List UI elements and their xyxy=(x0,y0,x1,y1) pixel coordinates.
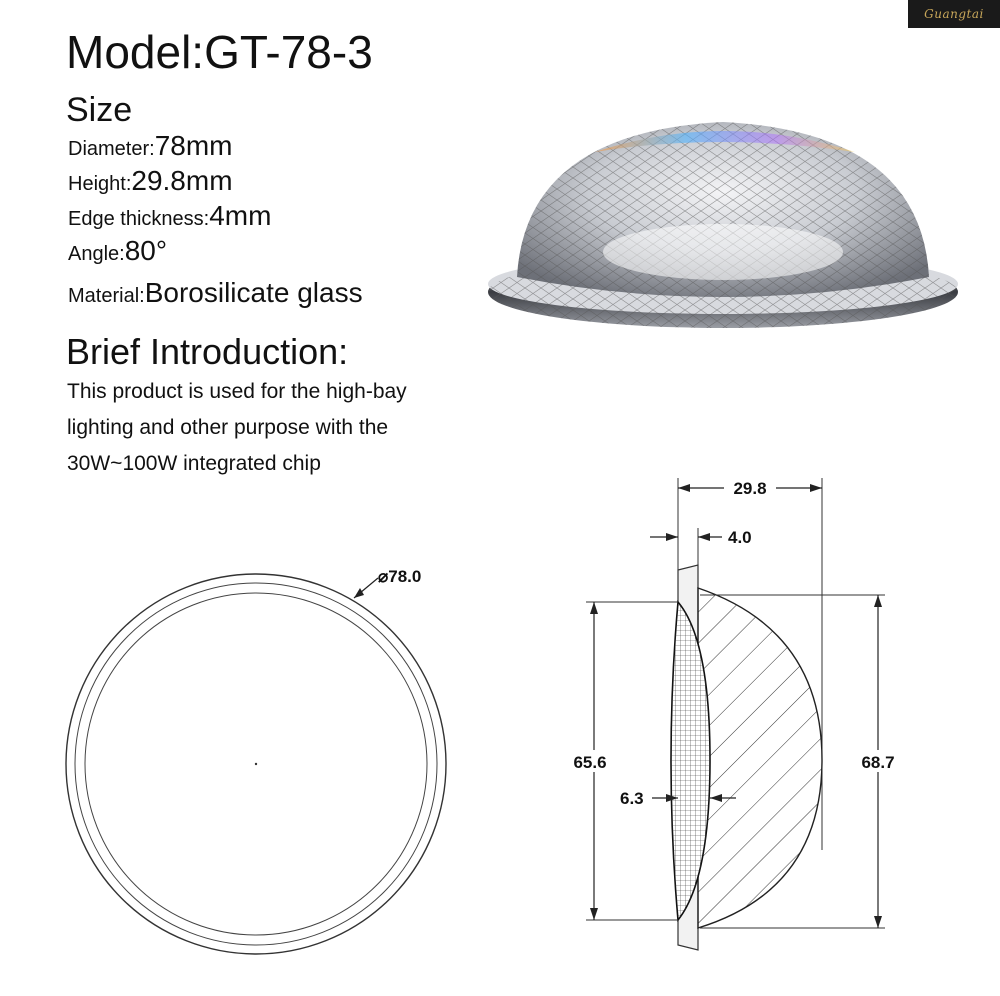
spec-angle xyxy=(68,235,167,267)
spec-value: 4mm xyxy=(209,200,272,231)
spec-label: Angle: xyxy=(68,243,125,265)
intro-heading: Brief Introduction: xyxy=(66,331,349,372)
depth-dim-label: 6.3 xyxy=(620,789,644,808)
spec-value: 80° xyxy=(124,235,168,266)
spec-label: Material: xyxy=(68,285,145,307)
inner-dim-label: 65.6 xyxy=(573,753,607,772)
model-title: Model:GT-78-3 xyxy=(66,26,373,78)
spec-diameter xyxy=(68,130,233,162)
spec-label: Diameter: xyxy=(68,138,155,160)
edge-dim-label: 4.0 xyxy=(728,528,752,547)
spec-edge-thickness xyxy=(68,200,271,232)
intro-line: 30W~100W integrated chip xyxy=(67,452,321,475)
top-view-diameter-label: ⌀78.0 xyxy=(378,567,422,586)
spec-label: Height: xyxy=(68,173,132,195)
side-section-drawing xyxy=(560,470,920,970)
spec-material xyxy=(68,277,363,309)
center-point xyxy=(255,763,257,765)
spec-label: Edge thickness: xyxy=(68,208,210,230)
top-view-drawing xyxy=(60,560,460,960)
spec-value: Borosilicate glass xyxy=(144,277,363,308)
spec-value: 78mm xyxy=(154,130,233,161)
outer-dim-label: 68.7 xyxy=(861,753,895,772)
intro-line: lighting and other purpose with the xyxy=(67,416,389,439)
spec-height xyxy=(68,165,233,197)
size-heading: Size xyxy=(66,91,133,129)
intro-text xyxy=(67,374,507,482)
height-dim-label: 29.8 xyxy=(733,479,767,498)
lens-product-image xyxy=(485,112,965,342)
brand-logo: Guangtai xyxy=(908,0,1000,28)
spec-value: 29.8mm xyxy=(131,165,233,196)
intro-line: This product is used for the high-bay xyxy=(67,380,407,403)
